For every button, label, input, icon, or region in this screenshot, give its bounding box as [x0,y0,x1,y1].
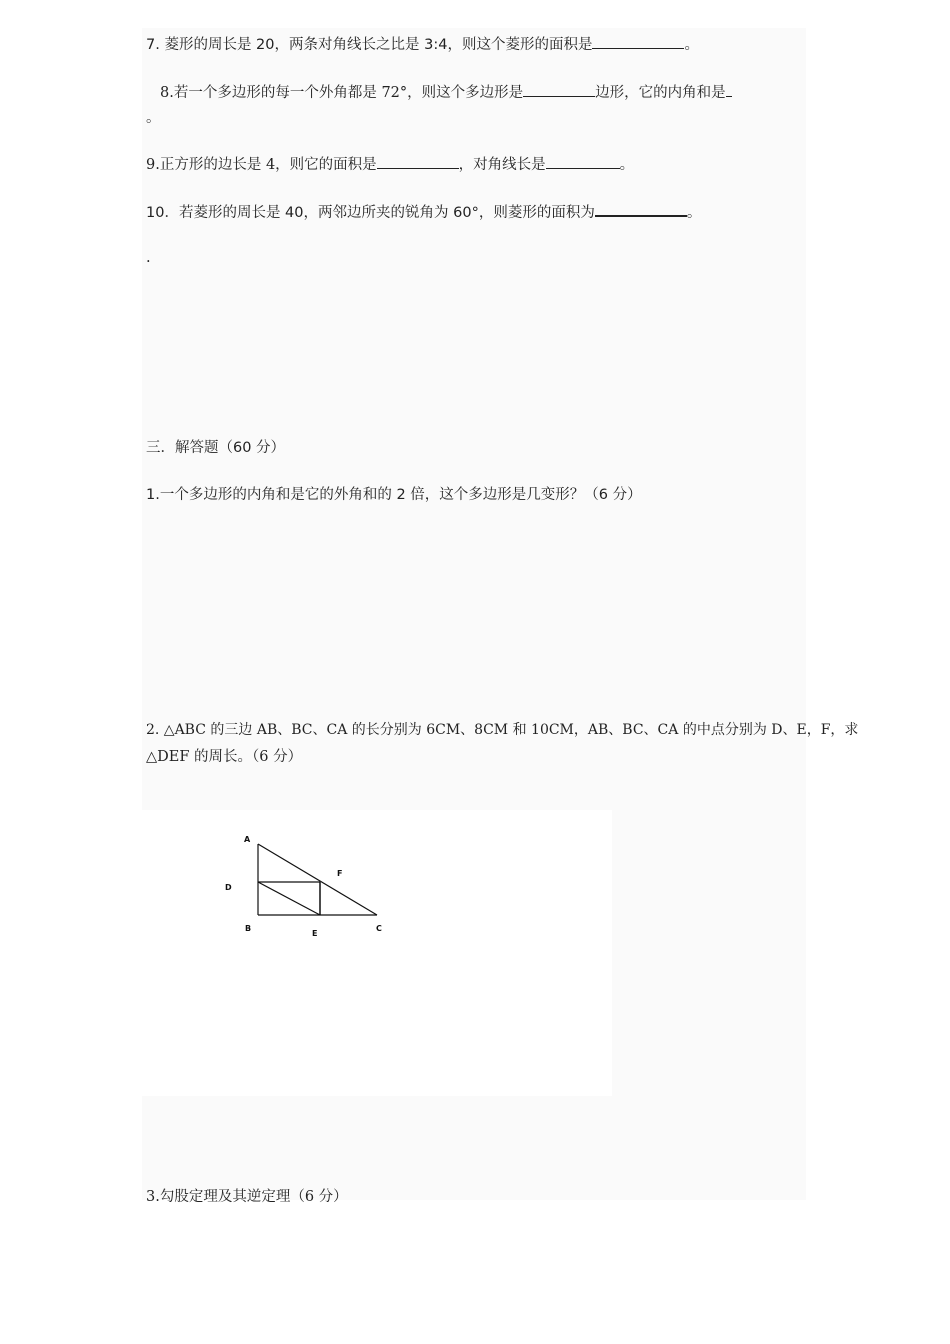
answer-blank[interactable] [546,154,620,169]
stray-dot: . [146,250,151,266]
answer-blank[interactable] [726,82,732,97]
label-a: A [244,835,251,844]
label-b: B [245,924,252,933]
question-8-end: 。 [146,110,161,126]
question-9-mid: ，对角线长是 [458,157,546,173]
question-10 [146,201,701,222]
segment-de [258,882,320,915]
section-heading: 三．解答题（60 分） [146,440,286,456]
question-2-line-2: △DEF 的周长。（6 分） [146,749,303,765]
label-d: D [225,883,232,892]
question-7-text: 7. 菱形的周长是 20，两条对角线长之比是 3:4，则这个菱形的面积是 [146,37,593,53]
question-8-mid: 边形，它的内角和是 [595,85,726,101]
question-8 [160,81,732,102]
page-panel-top [142,28,806,810]
answer-blank[interactable] [523,82,595,97]
answer-blank[interactable] [595,201,687,217]
answer-blank[interactable] [592,34,684,49]
question-10-end: 。 [686,205,702,221]
label-c: C [376,924,382,933]
label-f: F [337,869,343,878]
answer-blank[interactable] [377,154,459,169]
label-e: E [312,929,318,938]
question-1: 1.一个多边形的内角和是它的外角和的 2 倍，这个多边形是几变形？（6 分） [146,487,642,503]
question-2-line-1: 2. △ABC 的三边 AB、BC、CA 的长分别为 6CM、8CM 和 10CM，AB、BC、CA 的中点分别为 D、E，F，求 [146,722,859,738]
side-ac [258,844,377,915]
question-9-end: 。 [619,157,635,173]
question-7-end: 。 [684,37,699,53]
question-7 [146,33,699,54]
question-10-text: 10．若菱形的周长是 40，两邻边所夹的锐角为 60°，则菱形的面积为 [146,205,595,221]
question-9-text: 9.正方形的边长是 4，则它的面积是 [146,157,377,173]
question-3: 3.勾股定理及其逆定理（6 分） [146,1189,348,1205]
question-8-text: 8.若一个多边形的每一个外角都是 72°，则这个多边形是 [160,85,524,101]
question-9 [146,153,634,174]
